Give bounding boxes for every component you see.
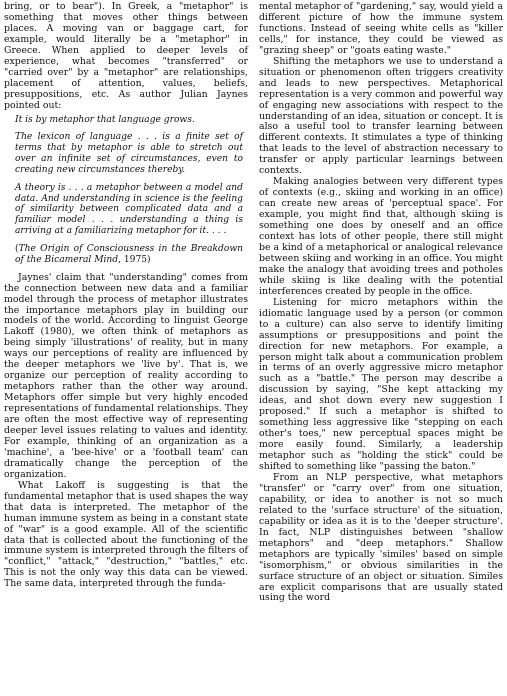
paragraph-intro: bring, or to bear"). In Greek, a "metaphor" is something that moves other things between places. A moving van or baggage cart, for example, would literally be a "metaphor" in Greece. When applied to deeper levels of experience, what becomes "transferred" or "carried over" by a "metaphor" are relationships, placement of attention, values, beliefs, presuppositions, etc. As author Julian Jaynes pointed out: [4, 1, 248, 111]
citation-open: ( [15, 243, 19, 254]
paragraph-nlp: From an NLP perspective, what metaphors "transfer" or "carry over" from one situation, capability, or idea to another is not so much related to the 'surface structure' of the situation, capability or idea as it is to the 'deeper structure'. In fact, NLP distinguishes between "shallow metaphors" and "deep metaphors." Shallow metaphors are typically 'similes' based on simple "isomorphism," or obvious similarities in the surface structure of an object or situation. Similes are explicit comparisons that are usually stated using the word [259, 471, 503, 604]
citation-book-title: The Origin of Consciousness in the Breakdown of the Bicameral Mind [15, 243, 243, 265]
quote-line-3: A theory is . . . a metaphor between a model and data. And understanding in science is the feeling of similarity between complicated data and a familiar model . . . understanding a thing is arriving at a familiarizing metaphor for it. . . . [15, 182, 243, 237]
paragraph-lakoff: What Lakoff is suggesting is that the fundamental metaphor that is used shapes the way that data is interpreted. The metaphor of the human immune system as being in a constant state of "war" is a good example. All of the scientific data that is collected about the functioning of the immune system is interpreted through the filters of "conflict," "attack," "destruction," "battles," etc. This is not the only way this data can be viewed. The same data, interpreted through the funda- [4, 479, 248, 590]
quote-citation [15, 244, 243, 266]
citation-close: , 1975) [118, 254, 151, 265]
quote-line-1: It is by metaphor that language grows. [15, 114, 195, 125]
paragraph-jaynes: Jaynes' claim that "understanding" comes from the connection between new data and a familiar model through the process of metaphor illustrates the importance metaphors play in building our models of the world. According to linguist George Lakoff (1980), we often think of metaphors as being simply 'illustrations' of reality, but in many ways our perceptions of reality are influenced by the deeper metaphors we 'live by'. That is, we organize our perception of reality according to metaphors rather than the other way around. Metaphors offer simple but very highly encoded representations of fundamental relationships. They are often the most effective way of representing deeper level issues relating to values and identity. For example, thinking of an organization as a 'machine', a 'bee-hive' or a 'football team' can dramatically change the perception of the organization. [4, 271, 248, 480]
jaynes-quote-block [15, 115, 243, 266]
right-column [259, 2, 503, 696]
left-column [4, 2, 248, 696]
paragraph-gardening: mental metaphor of "gardening," say, would yield a different picture of how the immune system functions. Instead of seeing white cells as "killer cells," for instance, they could be viewed as "grazing sheep" or "goats eating waste." [259, 1, 503, 56]
paragraph-listening: Listening for micro metaphors within the idiomatic language used by a person (or common to a culture) can also serve to identify limiting assumptions or presuppositions and point the direction for new metaphors. For example, a person might talk about a communication problem in terms of an overly aggressive micro metaphor such as a "battle." The person may describe a discussion by saying, "She kept attacking my ideas, and shot down every new suggestion I proposed." If such a metaphor is shifted to something less aggressive like "stepping on each other's toes," new perceptual spaces might be more easily found. Similarly, a leadership metaphor such as "holding the stick" could be shifted to something like "passing the baton." [259, 296, 503, 473]
paragraph-analogies: Making analogies between very different types of contexts (e.g., skiing and working in an office) can create new areas of 'perceptual space'. For example, you might find that, although skiing is something one does by oneself and an office context has lots of other people, there still might be a kind of a metaphorical or analogical relevance between skiing and working in an office. You might make the analogy that avoiding trees and potholes while skiing is like dealing with the potential interferences created by people in the office. [259, 176, 503, 297]
quote-line-2: The lexicon of language . . . is a finite set of terms that by metaphor is able to stretch out over an infinite set of circumstances, even to creating new circumstances thereby. [15, 132, 243, 175]
paragraph-shifting: Shifting the metaphors we use to understand a situation or phenomenon often triggers creativity and leads to new perspectives. Metaphorical representation is a very common and powerful way of engaging new associations with respect to the understanding of an idea, situation or concept. It is also a useful tool to transfer learning between different contexts. It stimulates a type of thinking that leads to the level of abstraction necessary to transfer or apply particular learnings between contexts. [259, 55, 503, 177]
